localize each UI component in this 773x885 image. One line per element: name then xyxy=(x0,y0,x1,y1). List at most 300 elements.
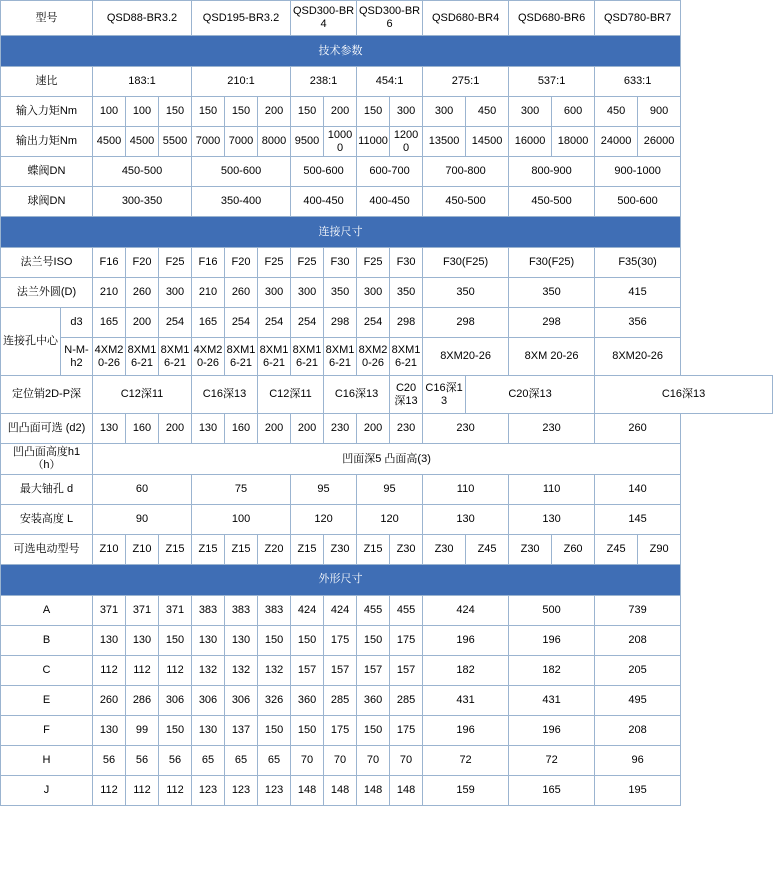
pin-cell: C12深11 xyxy=(93,376,192,414)
row-label-d3: d3 xyxy=(61,308,93,338)
row-flange-iso xyxy=(1,248,773,278)
motor-model-cell: Z15 xyxy=(291,534,324,564)
J-cell: 148 xyxy=(390,775,423,805)
row-label-ball-dn: 球阀DN xyxy=(1,187,93,217)
row-F xyxy=(1,715,773,745)
d3-cell: 165 xyxy=(93,308,126,338)
row-label-H: H xyxy=(1,745,93,775)
row-label-C: C xyxy=(1,655,93,685)
install-height-cell: 130 xyxy=(509,504,595,534)
model-qsd780-br7: QSD780-BR7 xyxy=(595,1,681,36)
flange-iso-cell: F35(30) xyxy=(595,248,681,278)
B-cell: 150 xyxy=(159,625,192,655)
F-cell: 196 xyxy=(423,715,509,745)
flange-od-cell: 415 xyxy=(595,278,681,308)
motor-model-cell: Z15 xyxy=(357,534,390,564)
d3-cell: 200 xyxy=(126,308,159,338)
flange-iso-cell: F25 xyxy=(159,248,192,278)
A-cell: 371 xyxy=(93,595,126,625)
input-torque-cell: 200 xyxy=(324,97,357,127)
input-torque-cell: 150 xyxy=(357,97,390,127)
output-torque-cell: 8000 xyxy=(258,127,291,157)
install-height-cell: 90 xyxy=(93,504,192,534)
row-ball-dn xyxy=(1,187,773,217)
flange-od-cell: 350 xyxy=(423,278,509,308)
row-label-E: E xyxy=(1,685,93,715)
butterfly-dn-cell: 800-900 xyxy=(509,157,595,187)
row-label-flange-iso: 法兰号ISO xyxy=(1,248,93,278)
J-cell: 123 xyxy=(258,775,291,805)
E-cell: 360 xyxy=(357,685,390,715)
flange-iso-cell: F30(F25) xyxy=(509,248,595,278)
E-cell: 306 xyxy=(225,685,258,715)
d3-cell: 165 xyxy=(192,308,225,338)
F-cell: 175 xyxy=(324,715,357,745)
motor-model-cell: Z10 xyxy=(93,534,126,564)
row-label-install-height: 安装高度 L xyxy=(1,504,93,534)
nmh2-cell: 8XM20-26 xyxy=(423,338,509,376)
H-cell: 70 xyxy=(357,745,390,775)
flange-iso-cell: F30(F25) xyxy=(423,248,509,278)
motor-model-cell: Z15 xyxy=(159,534,192,564)
nmh2-cell: 8XM16-21 xyxy=(225,338,258,376)
motor-model-cell: Z90 xyxy=(638,534,681,564)
nmh2-cell: 8XM20-26 xyxy=(357,338,390,376)
flange-od-cell: 210 xyxy=(192,278,225,308)
row-H xyxy=(1,745,773,775)
model-qsd195: QSD195-BR3.2 xyxy=(192,1,291,36)
C-cell: 182 xyxy=(423,655,509,685)
C-cell: 157 xyxy=(390,655,423,685)
B-cell: 150 xyxy=(291,625,324,655)
row-label-A: A xyxy=(1,595,93,625)
E-cell: 326 xyxy=(258,685,291,715)
row-C xyxy=(1,655,773,685)
C-cell: 157 xyxy=(291,655,324,685)
F-cell: 150 xyxy=(159,715,192,745)
B-cell: 130 xyxy=(192,625,225,655)
butterfly-dn-cell: 700-800 xyxy=(423,157,509,187)
row-B xyxy=(1,625,773,655)
nmh2-cell: 8XM16-21 xyxy=(159,338,192,376)
H-cell: 65 xyxy=(258,745,291,775)
d3-cell: 356 xyxy=(595,308,681,338)
ratio-value: 275:1 xyxy=(423,67,509,97)
install-height-cell: 120 xyxy=(291,504,357,534)
flange-od-cell: 350 xyxy=(509,278,595,308)
model-qsd680-br6: QSD680-BR6 xyxy=(509,1,595,36)
butterfly-dn-cell: 450-500 xyxy=(93,157,192,187)
ball-dn-cell: 450-500 xyxy=(509,187,595,217)
input-torque-cell: 450 xyxy=(595,97,638,127)
H-cell: 56 xyxy=(159,745,192,775)
J-cell: 123 xyxy=(192,775,225,805)
row-label-butterfly-dn: 蝶阀DN xyxy=(1,157,93,187)
output-torque-cell: 10000 xyxy=(324,127,357,157)
J-cell: 159 xyxy=(423,775,509,805)
B-cell: 196 xyxy=(509,625,595,655)
output-torque-cell: 26000 xyxy=(638,127,681,157)
A-cell: 424 xyxy=(423,595,509,625)
motor-model-cell: Z45 xyxy=(466,534,509,564)
input-torque-cell: 300 xyxy=(509,97,552,127)
ratio-value: 183:1 xyxy=(93,67,192,97)
table-header-row xyxy=(1,1,773,36)
row-label-pin: 定位销2D-P深 xyxy=(1,376,93,414)
d3-cell: 298 xyxy=(324,308,357,338)
d3-cell: 254 xyxy=(357,308,390,338)
input-torque-cell: 100 xyxy=(93,97,126,127)
row-label-nmh2: N-M-h2 xyxy=(61,338,93,376)
C-cell: 182 xyxy=(509,655,595,685)
motor-model-cell: Z30 xyxy=(423,534,466,564)
pin-cell: C20深13 xyxy=(390,376,423,414)
row-E xyxy=(1,685,773,715)
H-cell: 56 xyxy=(93,745,126,775)
row-label-F: F xyxy=(1,715,93,745)
H-cell: 65 xyxy=(192,745,225,775)
concave-d2-cell: 160 xyxy=(225,414,258,444)
section-outline-label: 外形尺寸 xyxy=(1,564,681,595)
concave-d2-cell: 200 xyxy=(258,414,291,444)
B-cell: 130 xyxy=(93,625,126,655)
input-torque-cell: 150 xyxy=(291,97,324,127)
concave-d2-cell: 200 xyxy=(357,414,390,444)
install-height-cell: 145 xyxy=(595,504,681,534)
row-d3 xyxy=(1,308,773,338)
output-torque-cell: 7000 xyxy=(192,127,225,157)
butterfly-dn-cell: 500-600 xyxy=(192,157,291,187)
concave-d2-cell: 130 xyxy=(93,414,126,444)
flange-od-cell: 350 xyxy=(390,278,423,308)
E-cell: 306 xyxy=(159,685,192,715)
C-cell: 157 xyxy=(357,655,390,685)
E-cell: 306 xyxy=(192,685,225,715)
C-cell: 132 xyxy=(225,655,258,685)
input-torque-cell: 200 xyxy=(258,97,291,127)
input-torque-cell: 100 xyxy=(126,97,159,127)
nmh2-cell: 8XM16-21 xyxy=(258,338,291,376)
output-torque-cell: 18000 xyxy=(552,127,595,157)
A-cell: 424 xyxy=(291,595,324,625)
row-nmh2 xyxy=(1,338,773,376)
output-torque-cell: 5500 xyxy=(159,127,192,157)
d3-cell: 298 xyxy=(390,308,423,338)
row-flange-od xyxy=(1,278,773,308)
flange-iso-cell: F25 xyxy=(357,248,390,278)
motor-model-cell: Z30 xyxy=(509,534,552,564)
model-qsd300-br4: QSD300-BR4 xyxy=(291,1,357,36)
row-label-max-bore: 最大铀孔 d xyxy=(1,474,93,504)
max-bore-cell: 75 xyxy=(192,474,291,504)
d3-cell: 254 xyxy=(291,308,324,338)
flange-iso-cell: F20 xyxy=(126,248,159,278)
E-cell: 285 xyxy=(390,685,423,715)
butterfly-dn-cell: 600-700 xyxy=(357,157,423,187)
flange-od-cell: 350 xyxy=(324,278,357,308)
row-max-bore xyxy=(1,474,773,504)
J-cell: 165 xyxy=(509,775,595,805)
row-A xyxy=(1,595,773,625)
H-cell: 72 xyxy=(509,745,595,775)
ratio-value: 210:1 xyxy=(192,67,291,97)
B-cell: 208 xyxy=(595,625,681,655)
motor-model-cell: Z30 xyxy=(390,534,423,564)
input-torque-cell: 150 xyxy=(225,97,258,127)
E-cell: 260 xyxy=(93,685,126,715)
flange-iso-cell: F16 xyxy=(93,248,126,278)
B-cell: 150 xyxy=(258,625,291,655)
max-bore-cell: 60 xyxy=(93,474,192,504)
row-input-torque xyxy=(1,97,773,127)
output-torque-cell: 16000 xyxy=(509,127,552,157)
output-torque-cell: 7000 xyxy=(225,127,258,157)
flange-od-cell: 260 xyxy=(225,278,258,308)
motor-model-cell: Z30 xyxy=(324,534,357,564)
max-bore-cell: 95 xyxy=(291,474,357,504)
flange-iso-cell: F20 xyxy=(225,248,258,278)
C-cell: 157 xyxy=(324,655,357,685)
nmh2-cell: 8XM16-21 xyxy=(126,338,159,376)
row-label-input-torque: 输入力矩Nm xyxy=(1,97,93,127)
row-label-concave-d2: 凹凸面可选 (d2) xyxy=(1,414,93,444)
section-connect-label: 连接尺寸 xyxy=(1,217,681,248)
row-label-motor-model: 可选电动型号 xyxy=(1,534,93,564)
output-torque-cell: 4500 xyxy=(126,127,159,157)
concave-d2-cell: 230 xyxy=(509,414,595,444)
d3-cell: 254 xyxy=(258,308,291,338)
E-cell: 495 xyxy=(595,685,681,715)
section-tech-label: 技术参数 xyxy=(1,36,681,67)
A-cell: 383 xyxy=(192,595,225,625)
ratio-value: 454:1 xyxy=(357,67,423,97)
F-cell: 99 xyxy=(126,715,159,745)
ratio-value: 537:1 xyxy=(509,67,595,97)
concave-d2-cell: 230 xyxy=(423,414,509,444)
concave-d2-cell: 260 xyxy=(595,414,681,444)
F-cell: 130 xyxy=(192,715,225,745)
section-header-outline xyxy=(1,564,773,595)
nmh2-cell: 8XM20-26 xyxy=(595,338,681,376)
install-height-cell: 100 xyxy=(192,504,291,534)
flange-od-cell: 300 xyxy=(357,278,390,308)
motor-model-cell: Z45 xyxy=(595,534,638,564)
B-cell: 150 xyxy=(357,625,390,655)
concave-d2-cell: 200 xyxy=(291,414,324,444)
section-header-connect xyxy=(1,217,773,248)
E-cell: 360 xyxy=(291,685,324,715)
A-cell: 383 xyxy=(225,595,258,625)
output-torque-cell: 11000 xyxy=(357,127,390,157)
pin-cell: C16深13 xyxy=(595,376,773,414)
concave-d2-cell: 130 xyxy=(192,414,225,444)
output-torque-cell: 13500 xyxy=(423,127,466,157)
concave-d2-cell: 230 xyxy=(324,414,357,444)
C-cell: 112 xyxy=(159,655,192,685)
C-cell: 132 xyxy=(192,655,225,685)
model-qsd88: QSD88-BR3.2 xyxy=(93,1,192,36)
max-bore-cell: 110 xyxy=(423,474,509,504)
A-cell: 371 xyxy=(126,595,159,625)
flange-iso-cell: F16 xyxy=(192,248,225,278)
concave-h1-value: 凹面深5 凸面高(3) xyxy=(93,444,681,474)
B-cell: 175 xyxy=(390,625,423,655)
row-pin xyxy=(1,376,773,414)
flange-od-cell: 260 xyxy=(126,278,159,308)
H-cell: 56 xyxy=(126,745,159,775)
J-cell: 123 xyxy=(225,775,258,805)
F-cell: 175 xyxy=(390,715,423,745)
ball-dn-cell: 300-350 xyxy=(93,187,192,217)
nmh2-cell: 4XM20-26 xyxy=(192,338,225,376)
input-torque-cell: 150 xyxy=(159,97,192,127)
J-cell: 195 xyxy=(595,775,681,805)
row-ratio xyxy=(1,67,773,97)
row-label-B: B xyxy=(1,625,93,655)
J-cell: 112 xyxy=(93,775,126,805)
flange-iso-cell: F25 xyxy=(291,248,324,278)
E-cell: 286 xyxy=(126,685,159,715)
C-cell: 112 xyxy=(93,655,126,685)
input-torque-cell: 450 xyxy=(466,97,509,127)
install-height-cell: 120 xyxy=(357,504,423,534)
input-torque-cell: 900 xyxy=(638,97,681,127)
J-cell: 112 xyxy=(126,775,159,805)
motor-model-cell: Z10 xyxy=(126,534,159,564)
max-bore-cell: 140 xyxy=(595,474,681,504)
F-cell: 150 xyxy=(258,715,291,745)
row-label-output-torque: 输出力矩Nm xyxy=(1,127,93,157)
J-cell: 148 xyxy=(357,775,390,805)
B-cell: 175 xyxy=(324,625,357,655)
F-cell: 150 xyxy=(291,715,324,745)
pin-cell: C16深13 xyxy=(324,376,390,414)
pin-cell: C12深11 xyxy=(258,376,324,414)
row-install-height xyxy=(1,504,773,534)
input-torque-cell: 300 xyxy=(423,97,466,127)
B-cell: 196 xyxy=(423,625,509,655)
motor-model-cell: Z15 xyxy=(225,534,258,564)
row-butterfly-dn xyxy=(1,157,773,187)
d3-cell: 254 xyxy=(159,308,192,338)
flange-iso-cell: F25 xyxy=(258,248,291,278)
B-cell: 130 xyxy=(225,625,258,655)
motor-model-cell: Z60 xyxy=(552,534,595,564)
nmh2-cell: 8XM 20-26 xyxy=(509,338,595,376)
F-cell: 208 xyxy=(595,715,681,745)
ball-dn-cell: 500-600 xyxy=(595,187,681,217)
ball-dn-cell: 400-450 xyxy=(357,187,423,217)
row-concave-h1 xyxy=(1,444,773,474)
flange-od-cell: 300 xyxy=(291,278,324,308)
ratio-value: 238:1 xyxy=(291,67,357,97)
model-qsd300-br6: QSD300-BR6 xyxy=(357,1,423,36)
d3-cell: 298 xyxy=(509,308,595,338)
J-cell: 148 xyxy=(291,775,324,805)
A-cell: 739 xyxy=(595,595,681,625)
row-motor-model xyxy=(1,534,773,564)
H-cell: 96 xyxy=(595,745,681,775)
H-cell: 65 xyxy=(225,745,258,775)
A-cell: 455 xyxy=(390,595,423,625)
motor-model-cell: Z20 xyxy=(258,534,291,564)
output-torque-cell: 14500 xyxy=(466,127,509,157)
max-bore-cell: 110 xyxy=(509,474,595,504)
motor-model-cell: Z15 xyxy=(192,534,225,564)
install-height-cell: 130 xyxy=(423,504,509,534)
E-cell: 285 xyxy=(324,685,357,715)
E-cell: 431 xyxy=(423,685,509,715)
row-concave-d2 xyxy=(1,414,773,444)
nmh2-cell: 4XM20-26 xyxy=(93,338,126,376)
H-cell: 70 xyxy=(390,745,423,775)
row-label-flange-od: 法兰外圆(D) xyxy=(1,278,93,308)
butterfly-dn-cell: 900-1000 xyxy=(595,157,681,187)
output-torque-cell: 9500 xyxy=(291,127,324,157)
B-cell: 130 xyxy=(126,625,159,655)
flange-iso-cell: F30 xyxy=(390,248,423,278)
C-cell: 205 xyxy=(595,655,681,685)
output-torque-cell: 4500 xyxy=(93,127,126,157)
J-cell: 148 xyxy=(324,775,357,805)
row-label-concave-h1: 凹凸面高度h1（h） xyxy=(1,444,93,474)
C-cell: 132 xyxy=(258,655,291,685)
F-cell: 130 xyxy=(93,715,126,745)
A-cell: 383 xyxy=(258,595,291,625)
F-cell: 137 xyxy=(225,715,258,745)
row-output-torque xyxy=(1,127,773,157)
flange-od-cell: 300 xyxy=(258,278,291,308)
H-cell: 70 xyxy=(324,745,357,775)
J-cell: 112 xyxy=(159,775,192,805)
ball-dn-cell: 350-400 xyxy=(192,187,291,217)
pin-cell: C16深13 xyxy=(192,376,258,414)
H-cell: 70 xyxy=(291,745,324,775)
flange-od-cell: 300 xyxy=(159,278,192,308)
max-bore-cell: 95 xyxy=(357,474,423,504)
section-header-tech xyxy=(1,36,773,67)
nmh2-cell: 8XM16-21 xyxy=(390,338,423,376)
ball-dn-cell: 400-450 xyxy=(291,187,357,217)
butterfly-dn-cell: 500-600 xyxy=(291,157,357,187)
output-torque-cell: 12000 xyxy=(390,127,423,157)
row-label-hole-center: 连接孔中心 xyxy=(1,308,61,376)
H-cell: 72 xyxy=(423,745,509,775)
model-qsd680-br4: QSD680-BR4 xyxy=(423,1,509,36)
row-label-ratio: 速比 xyxy=(1,67,93,97)
ball-dn-cell: 450-500 xyxy=(423,187,509,217)
input-torque-cell: 300 xyxy=(390,97,423,127)
A-cell: 500 xyxy=(509,595,595,625)
output-torque-cell: 24000 xyxy=(595,127,638,157)
A-cell: 424 xyxy=(324,595,357,625)
concave-d2-cell: 230 xyxy=(390,414,423,444)
row-J xyxy=(1,775,773,805)
F-cell: 150 xyxy=(357,715,390,745)
pin-cell: C20深13 xyxy=(466,376,595,414)
d3-cell: 254 xyxy=(225,308,258,338)
flange-od-cell: 210 xyxy=(93,278,126,308)
nmh2-cell: 8XM16-21 xyxy=(324,338,357,376)
input-torque-cell: 600 xyxy=(552,97,595,127)
concave-d2-cell: 160 xyxy=(126,414,159,444)
concave-d2-cell: 200 xyxy=(159,414,192,444)
ratio-value: 633:1 xyxy=(595,67,681,97)
A-cell: 455 xyxy=(357,595,390,625)
header-label: 型号 xyxy=(1,1,93,36)
E-cell: 431 xyxy=(509,685,595,715)
C-cell: 112 xyxy=(126,655,159,685)
